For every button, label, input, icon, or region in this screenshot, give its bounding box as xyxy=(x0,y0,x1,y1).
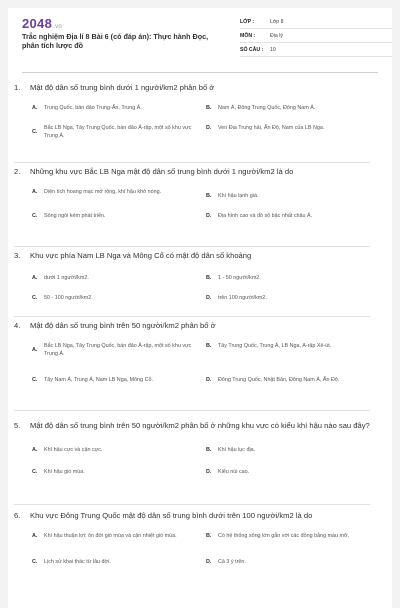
logo-suffix: .vn xyxy=(53,24,63,30)
option-letter: C. xyxy=(32,295,38,301)
option-list xyxy=(32,438,370,484)
option-list xyxy=(32,100,370,142)
question-1 xyxy=(14,82,370,142)
option-text: Bắc LB Nga, Tây Trung Quốc, bán đảo Ả-rập, một số khu vực Trung Á. xyxy=(44,125,192,139)
option-text: Ven Địa Trung hải, Ấn Độ, Nam của LB Nga. xyxy=(218,125,325,131)
option-c[interactable] xyxy=(32,294,192,302)
option-text: Kiểu núi cao. xyxy=(218,469,250,475)
option-b[interactable] xyxy=(206,274,366,282)
option-letter: C. xyxy=(32,469,38,475)
option-d[interactable] xyxy=(206,376,366,384)
divider xyxy=(14,504,370,505)
meta-value: 10 xyxy=(270,46,276,53)
divider xyxy=(14,316,370,317)
question-5 xyxy=(14,420,370,484)
question-number: 3. xyxy=(14,251,21,260)
option-letter: A. xyxy=(32,533,38,539)
document-title: Trắc nghiệm Địa lí 8 Bài 6 (có đáp án): Thực hành Đọc, phân tích lược đồ xyxy=(22,32,209,50)
option-letter: B. xyxy=(206,533,212,539)
option-letter: A. xyxy=(32,105,38,111)
meta-label: LỚP : xyxy=(240,18,255,25)
option-text: Khí hậu lạnh giá. xyxy=(218,193,259,199)
option-b[interactable] xyxy=(206,342,366,350)
option-c[interactable] xyxy=(32,124,192,140)
question-text: Mật độ dân số trung bình dưới 1 người/km2 phân bố ở xyxy=(30,83,215,92)
question-text: Khu vực phía Nam LB Nga và Mông Cổ có mật độ dân số khoảng xyxy=(30,251,252,260)
option-text: Khí hậu thuận lợi: ôn đới gió mùa và cận nhiệt gió mùa. xyxy=(44,533,177,539)
option-letter: B. xyxy=(206,447,212,453)
option-list xyxy=(32,268,370,312)
option-text: Bắc LB Nga, Tây Trung Quốc, bán đảo Ả-rập, một số khu vực Trung Á. xyxy=(44,343,192,357)
question-2 xyxy=(14,166,370,234)
option-text: Địa hình cao và đồ sộ bậc nhất châu Á. xyxy=(218,213,313,219)
option-text: Khí hậu lục địa. xyxy=(218,447,256,453)
option-d[interactable] xyxy=(206,558,366,566)
meta-row-grade xyxy=(240,15,392,29)
option-list xyxy=(32,184,370,234)
option-a[interactable] xyxy=(32,188,192,196)
option-letter: C. xyxy=(32,559,38,565)
option-letter: D. xyxy=(206,377,212,383)
option-letter: A. xyxy=(32,447,38,453)
option-letter: B. xyxy=(206,343,212,349)
option-d[interactable] xyxy=(206,468,366,476)
option-letter: D. xyxy=(206,295,212,301)
option-b[interactable] xyxy=(206,446,366,454)
option-letter: A. xyxy=(32,347,38,353)
option-letter: C. xyxy=(32,129,38,135)
meta-value: Lớp 8 xyxy=(270,18,284,25)
option-text: Tây Trung Quốc, Trung Á, LB Nga, A-rập Xê-út. xyxy=(218,343,332,349)
option-letter: C. xyxy=(32,213,38,219)
option-letter: B. xyxy=(206,105,212,111)
logo-text: 2048 xyxy=(22,16,53,31)
document-header xyxy=(22,8,378,73)
option-d[interactable] xyxy=(206,124,366,132)
question-number: 1. xyxy=(14,83,21,92)
option-letter: D. xyxy=(206,125,212,131)
question-text: Mật độ dân số trung bình trên 50 người/km2 phân bố ở những khu vực có kiểu khí hậu nào sau đây? xyxy=(30,421,370,430)
option-list xyxy=(32,338,370,400)
meta-row-count xyxy=(240,43,392,57)
option-b[interactable] xyxy=(206,104,366,112)
option-letter: A. xyxy=(32,275,38,281)
option-letter: D. xyxy=(206,213,212,219)
meta-table xyxy=(240,15,392,57)
option-text: Lịch sử khai thác từ lâu đời. xyxy=(44,559,111,565)
option-text: Khí hậu gió mùa. xyxy=(44,469,85,475)
option-list xyxy=(32,528,370,578)
meta-value: Địa lý xyxy=(270,32,283,39)
question-3 xyxy=(14,250,370,312)
option-text: Có hệ thống sông lớn gắn với các đồng bằng màu mỡ. xyxy=(218,533,350,539)
option-a[interactable] xyxy=(32,104,192,112)
option-letter: A. xyxy=(32,189,38,195)
option-letter: B. xyxy=(206,193,212,199)
option-text: Cả 3 ý trên. xyxy=(218,559,246,565)
option-d[interactable] xyxy=(206,212,366,220)
question-text: Những khu vực Bắc LB Nga mật độ dân số trung bình dưới 1 người/km2 là do xyxy=(30,167,294,176)
question-number: 6. xyxy=(14,511,21,520)
option-text: Trung Quốc, bán đảo Trung-Ấn, Trung Á. xyxy=(44,105,142,111)
question-number: 2. xyxy=(14,167,21,176)
option-letter: C. xyxy=(32,377,38,383)
site-logo[interactable] xyxy=(22,16,62,31)
question-number: 5. xyxy=(14,421,21,430)
option-c[interactable] xyxy=(32,212,192,220)
option-a[interactable] xyxy=(32,342,192,358)
question-text: Mật độ dân số trung bình trên 50 người/km2 phân bố ở xyxy=(30,321,216,330)
meta-label: SỐ CÂU : xyxy=(240,46,264,53)
option-text: Tây Nam Á, Trung Á, Nam LB Nga, Mông Cổ. xyxy=(44,377,154,383)
option-text: 50 - 100 người/km2. xyxy=(44,295,93,301)
question-6 xyxy=(14,510,370,578)
option-text: Đông Trung Quốc, Nhật Bản, Đông Nam Á, Ấn Độ. xyxy=(218,377,340,383)
option-letter: D. xyxy=(206,469,212,475)
option-d[interactable] xyxy=(206,294,366,302)
option-a[interactable] xyxy=(32,274,192,282)
option-letter: B. xyxy=(206,275,212,281)
option-a[interactable] xyxy=(32,446,192,454)
option-b[interactable] xyxy=(206,532,366,540)
divider xyxy=(14,162,370,163)
option-text: Nam Á, Đông Trung Quốc, Đông Nam Á. xyxy=(218,105,316,111)
meta-row-subject xyxy=(240,29,392,43)
option-text: dưới 1 người/km2. xyxy=(44,275,89,281)
option-c[interactable] xyxy=(32,376,192,384)
option-text: Khí hậu cực và cận cực. xyxy=(44,447,103,453)
option-b[interactable] xyxy=(206,192,366,200)
divider xyxy=(14,410,370,411)
option-c[interactable] xyxy=(32,468,192,476)
question-4 xyxy=(14,320,370,400)
question-number: 4. xyxy=(14,321,21,330)
meta-label: MÔN : xyxy=(240,32,256,39)
option-text: trên 100 người/km2. xyxy=(218,295,267,301)
option-text: 1 - 50 người/km2. xyxy=(218,275,261,281)
option-text: Sông ngòi kém phát triển. xyxy=(44,213,106,219)
option-a[interactable] xyxy=(32,532,192,540)
question-text: Khu vực Đông Trung Quốc mật độ dân số trung bình dưới trên 100 người/km2 là do xyxy=(30,511,313,520)
divider xyxy=(14,246,370,247)
option-c[interactable] xyxy=(32,558,192,566)
option-text: Diện tích hoang mạc mở rộng, khí hậu khô nóng. xyxy=(44,189,162,195)
option-letter: D. xyxy=(206,559,212,565)
